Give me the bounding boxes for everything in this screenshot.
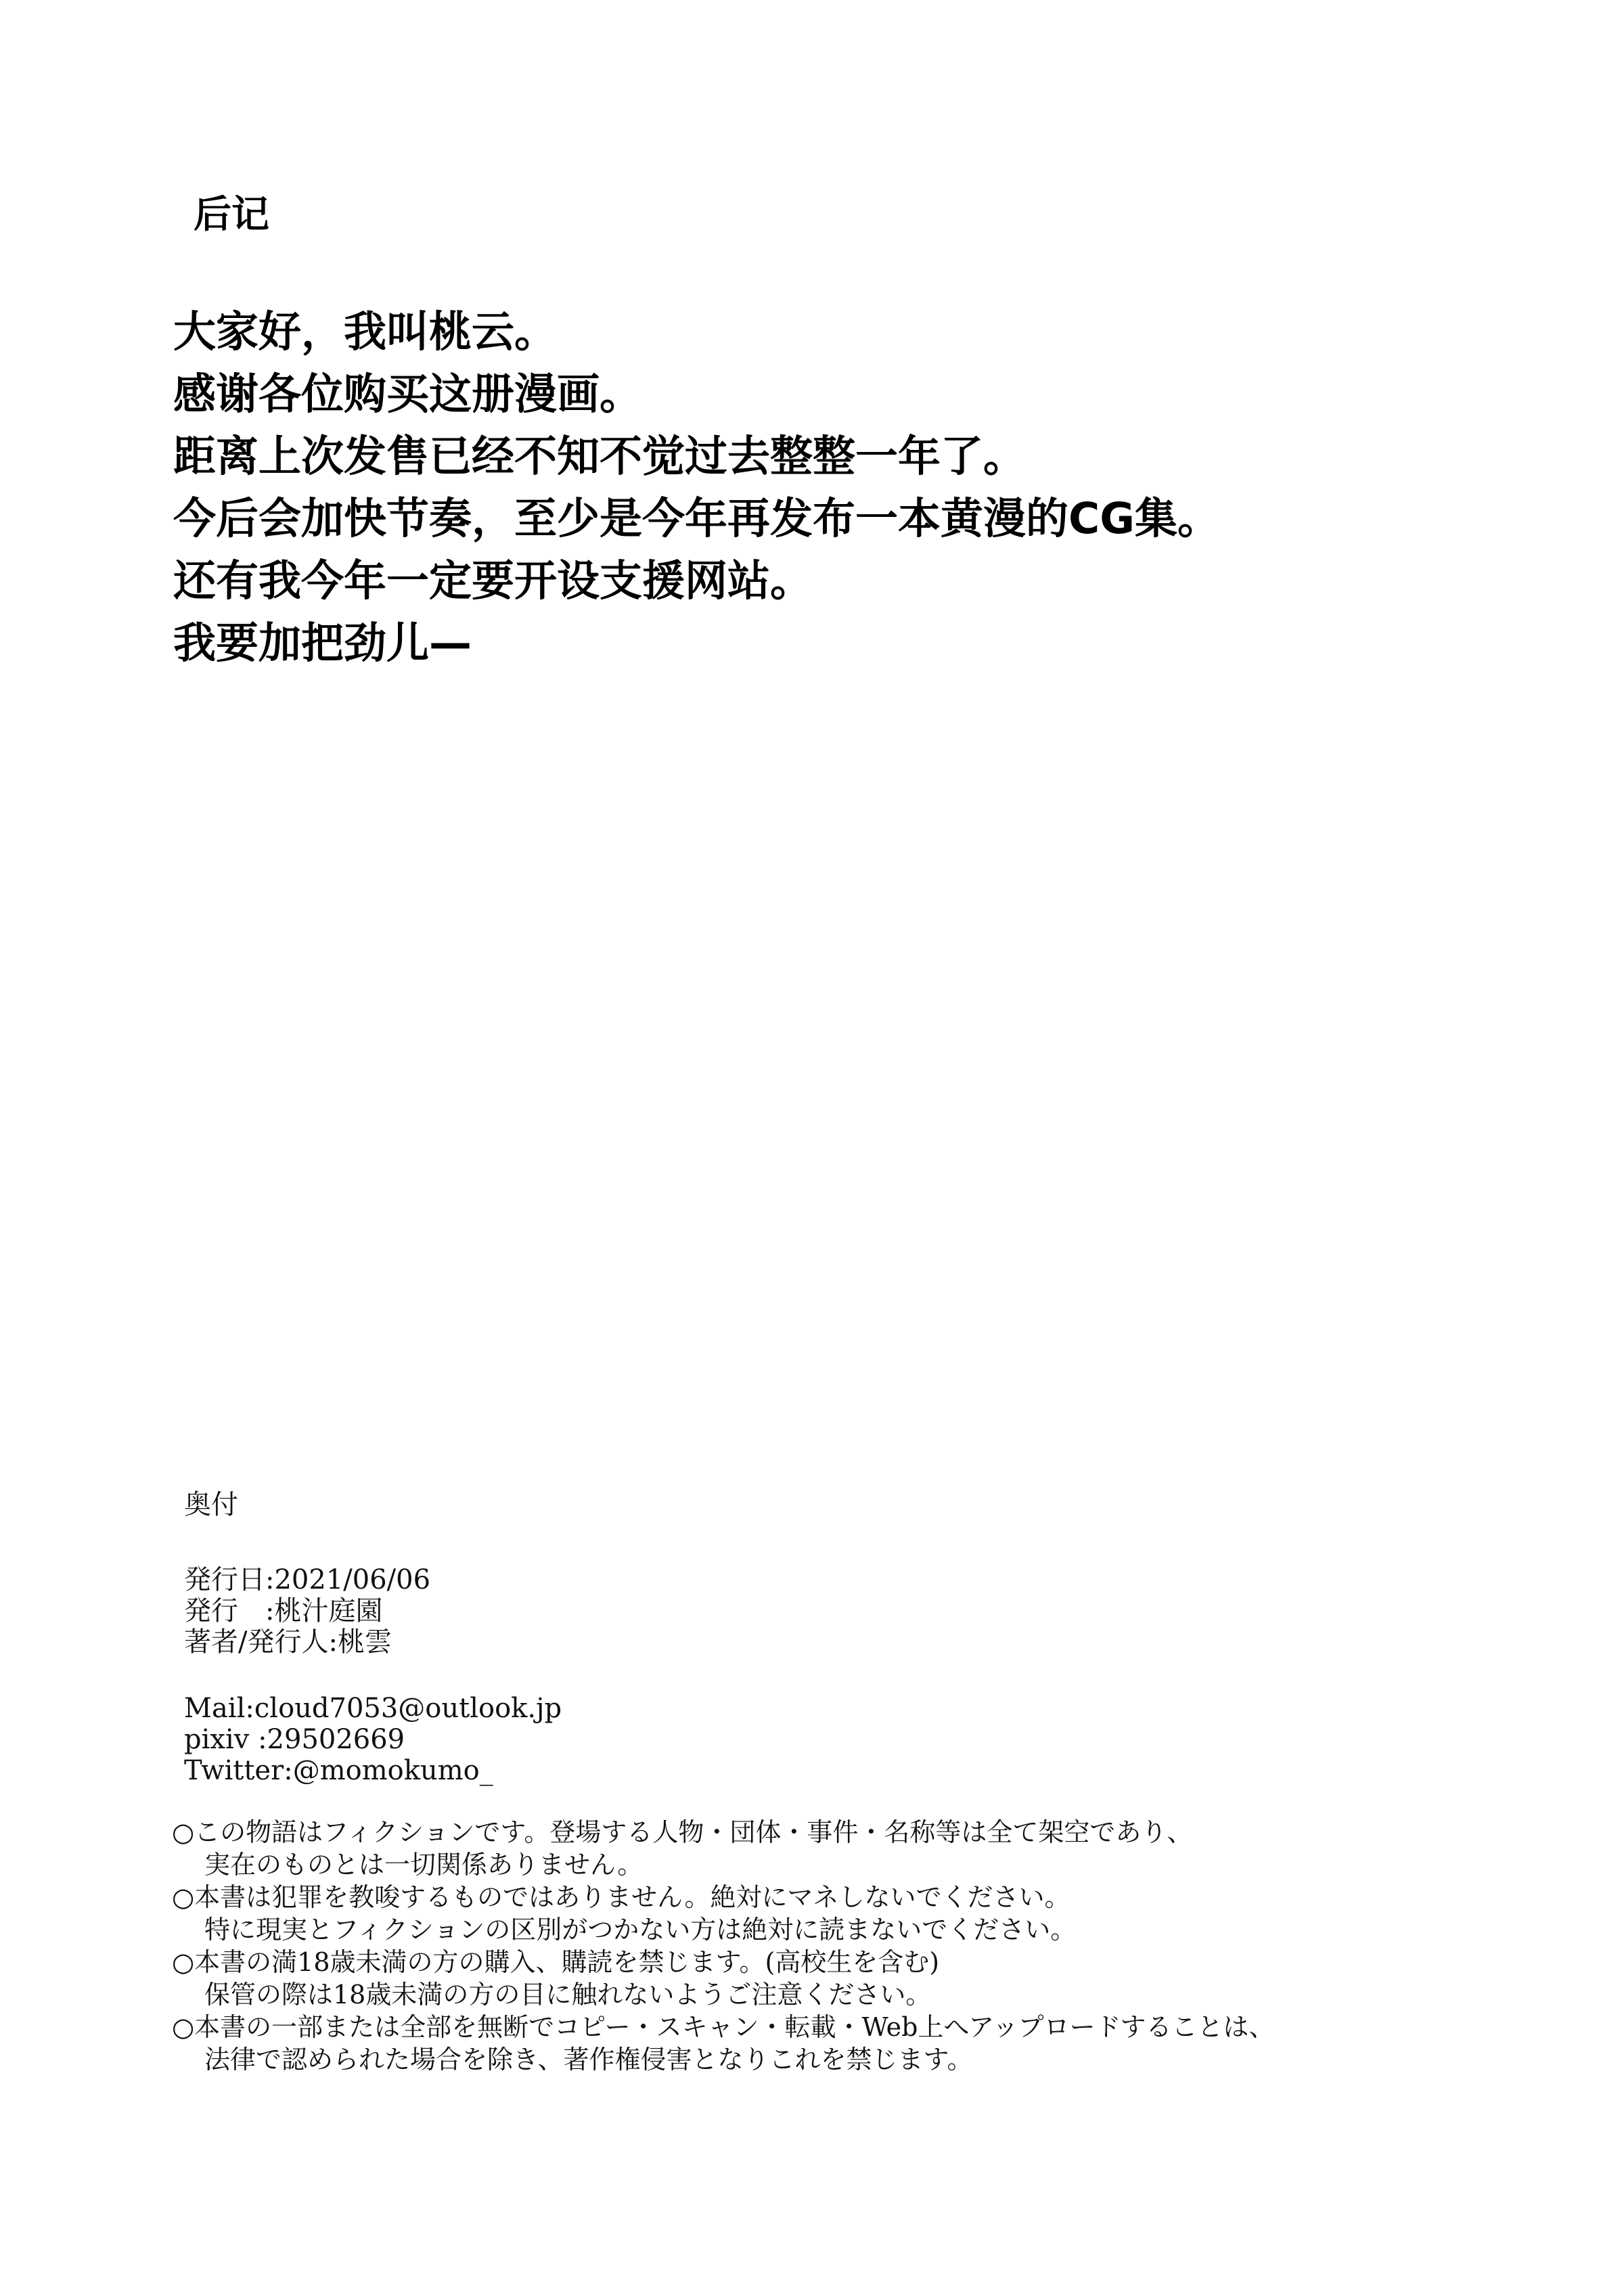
notice-line: ○本書の一部または全部を無断でコピー・スキャン・転載・Web上へアップロードすることは、 bbox=[172, 2012, 1275, 2042]
legal-notices bbox=[172, 1816, 1274, 2076]
notice-line: ○本書の満18歳未満の方の購入、購読を禁じます。(高校生を含む) bbox=[172, 1947, 940, 1977]
notice-line: 特に現実とフィクションの区別がつかない方は絶対に読まないでください。 bbox=[204, 1915, 1077, 1945]
publication-info bbox=[184, 1564, 562, 1658]
notice-line: 法律で認められた場合を除き、著作権侵害となりこれを禁じます。 bbox=[204, 2045, 973, 2074]
colophon-heading: 奥付 bbox=[184, 1489, 238, 1520]
afterword-body bbox=[173, 301, 1220, 675]
notice-line: ○本書は犯罪を教唆するものではありません。絶対にマネしないでください。 bbox=[172, 1882, 1070, 1912]
contact-twitter: Twitter:@momokumo_ bbox=[184, 1755, 493, 1786]
contact-pixiv: pixiv :29502669 bbox=[184, 1724, 405, 1755]
author: 著者/発行人:桃雲 bbox=[184, 1627, 392, 1658]
publisher: 発行 :桃汁庭園 bbox=[184, 1595, 383, 1627]
contact-info bbox=[184, 1693, 562, 1786]
colophon bbox=[184, 1489, 562, 1821]
notice-line: 実在のものとは一切関係ありません。 bbox=[204, 1850, 644, 1880]
notice-line: ○この物語はフィクションです。登場する人物・団体・事件・名称等は全て架空であり、 bbox=[172, 1817, 1193, 1847]
afterword-line: 我要加把劲儿— bbox=[173, 618, 472, 668]
contact-mail: Mail:cloud7053@outlook.jp bbox=[184, 1693, 562, 1724]
afterword-line: 距离上次发售已经不知不觉过去整整一年了。 bbox=[173, 432, 1026, 481]
afterword-line: 还有我今年一定要开设支援网站。 bbox=[173, 556, 813, 606]
publication-date: 発行日:2021/06/06 bbox=[184, 1564, 431, 1595]
afterword-line: 今后会加快节奏，至少是今年再发布一本黄漫的CG集。 bbox=[173, 494, 1220, 543]
afterword-line: 大家好，我叫桃云。 bbox=[173, 307, 557, 357]
afterword-line: 感谢各位购买这册漫画。 bbox=[173, 369, 642, 419]
afterword-title: 后记 bbox=[194, 193, 269, 237]
notice-line: 保管の際は18歳未満の方の目に触れないようご注意ください。 bbox=[204, 1980, 932, 2009]
